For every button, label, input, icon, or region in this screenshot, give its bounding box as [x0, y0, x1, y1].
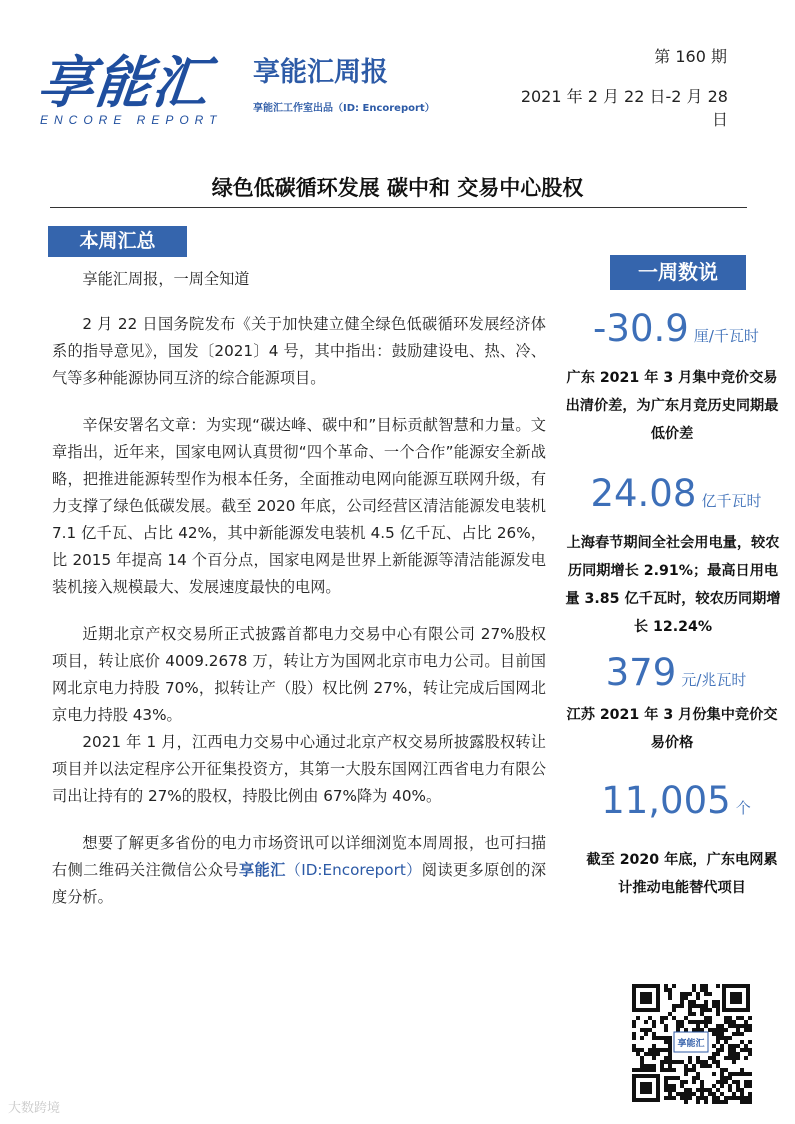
stat-value: 11,005: [601, 779, 731, 822]
stat-description: 广东 2021 年 3 月集中竞价交易出清价差，为广东月竞历史同期最低价差: [565, 370, 779, 442]
summary-paragraph-cta: [52, 830, 546, 911]
stat-unit: 亿千瓦时: [701, 492, 762, 510]
stat-unit: 厘/千瓦时: [693, 327, 759, 345]
weekly-stats-label: 一周数说: [610, 255, 746, 290]
cta-text: 想要了解更多省份的电力市场资讯可以详细浏览本周周报，也可扫描右侧二维码关注微信公众号: [52, 834, 546, 879]
summary-paragraph: 2021 年 1 月，江西电力交易中心通过北京产权交易所披露股权转让项目并以法定程序公开征集投资方，其第一大股东国网江西省电力有限公司出让持有的 27%的股权，持股比例由 67%降为 40%。: [52, 733, 546, 805]
stat-description: 上海春节期间全社会用电量，较农历同期增长 2.91%；最高日用电量 3.85 亿千瓦时，较农历同期增长 12.24%: [565, 535, 781, 635]
cta-text-end: 阅读更多原创的深度分析。: [52, 861, 546, 906]
summary-section-label: 本周汇总: [48, 226, 187, 257]
stat-figure: [560, 651, 792, 694]
summary-paragraph: 辛保安署名文章：为实现“碳达峰、碳中和”目标贡献智慧和力量。文章指出，近年来，国家电网认真贯彻“四个革命、一个合作”能源安全新战略，把推进能源转型作为根本任务，全面推动电网向能源互联网升级，有力支撑了绿色低碳发展。截至 2020 年底，公司经营区清洁能源发电装机 7.1 亿千瓦、占比 42%，其中新能源发电装机 4.5 亿千瓦、占比 26%，比 2015 年提高 14 个百分点，国家电网是世界上新能源等清洁能源发电装机接入规模最大、发展速度最快的电网。: [52, 416, 546, 596]
page-headline: 绿色低碳循环发展 碳中和 交易中心股权: [211, 176, 584, 200]
qr-center-logo: 享能汇: [677, 1039, 705, 1049]
summary-paragraph: 享能汇周报，一周全知道: [82, 270, 250, 288]
summary-paragraph: 近期北京产权交易所正式披露首都电力交易中心有限公司 27%股权项目，转让底价 4009.2678 万，转让方为国网北京市电力公司。目前国网北京电力持股 70%，拟转让产（股）权比例 27%，转让完成后国网北京电力持股 43%。: [52, 625, 546, 724]
header-divider: [50, 207, 747, 208]
brand-title: 享能汇周报: [253, 57, 388, 88]
qr-code: [630, 982, 752, 1104]
stat-value: 24.08: [590, 472, 697, 515]
logo-subtitle: ENCORE REPORT: [40, 113, 223, 127]
brand-subtitle: 享能汇工作室出品（ID: Encoreport）: [253, 103, 435, 114]
stat-figure: [560, 472, 792, 515]
cta-id: （ID:Encoreport）: [285, 861, 422, 879]
issue-number: 第 160 期: [654, 47, 727, 66]
stat-value: -30.9: [593, 307, 689, 350]
issue-date: 2021 年 2 月 22 日-2 月 28 日: [520, 87, 728, 129]
stat-description: 截至 2020 年底，广东电网累计推动电能替代项目: [586, 852, 778, 896]
stat-figure: [560, 779, 792, 822]
watermark: 大数跨境: [8, 1101, 61, 1116]
logo-wordmark: 享能汇: [34, 51, 213, 116]
stat-value: 379: [605, 651, 677, 694]
summary-paragraph: 2 月 22 日国务院发布《关于加快建立健全绿色低碳循环发展经济体系的指导意见》，国发〔2021〕4 号，其中指出：鼓励建设电、热、冷、气等多种能源协同互济的综合能源项目。: [52, 315, 546, 387]
stat-unit: 元/兆瓦时: [681, 671, 747, 689]
stat-unit: 个: [735, 799, 751, 817]
stat-figure: [560, 307, 792, 350]
stat-description: 江苏 2021 年 3 月份集中竞价交易价格: [566, 707, 778, 751]
summary-body: [52, 266, 546, 911]
cta-brand-link[interactable]: 享能汇: [238, 861, 286, 879]
